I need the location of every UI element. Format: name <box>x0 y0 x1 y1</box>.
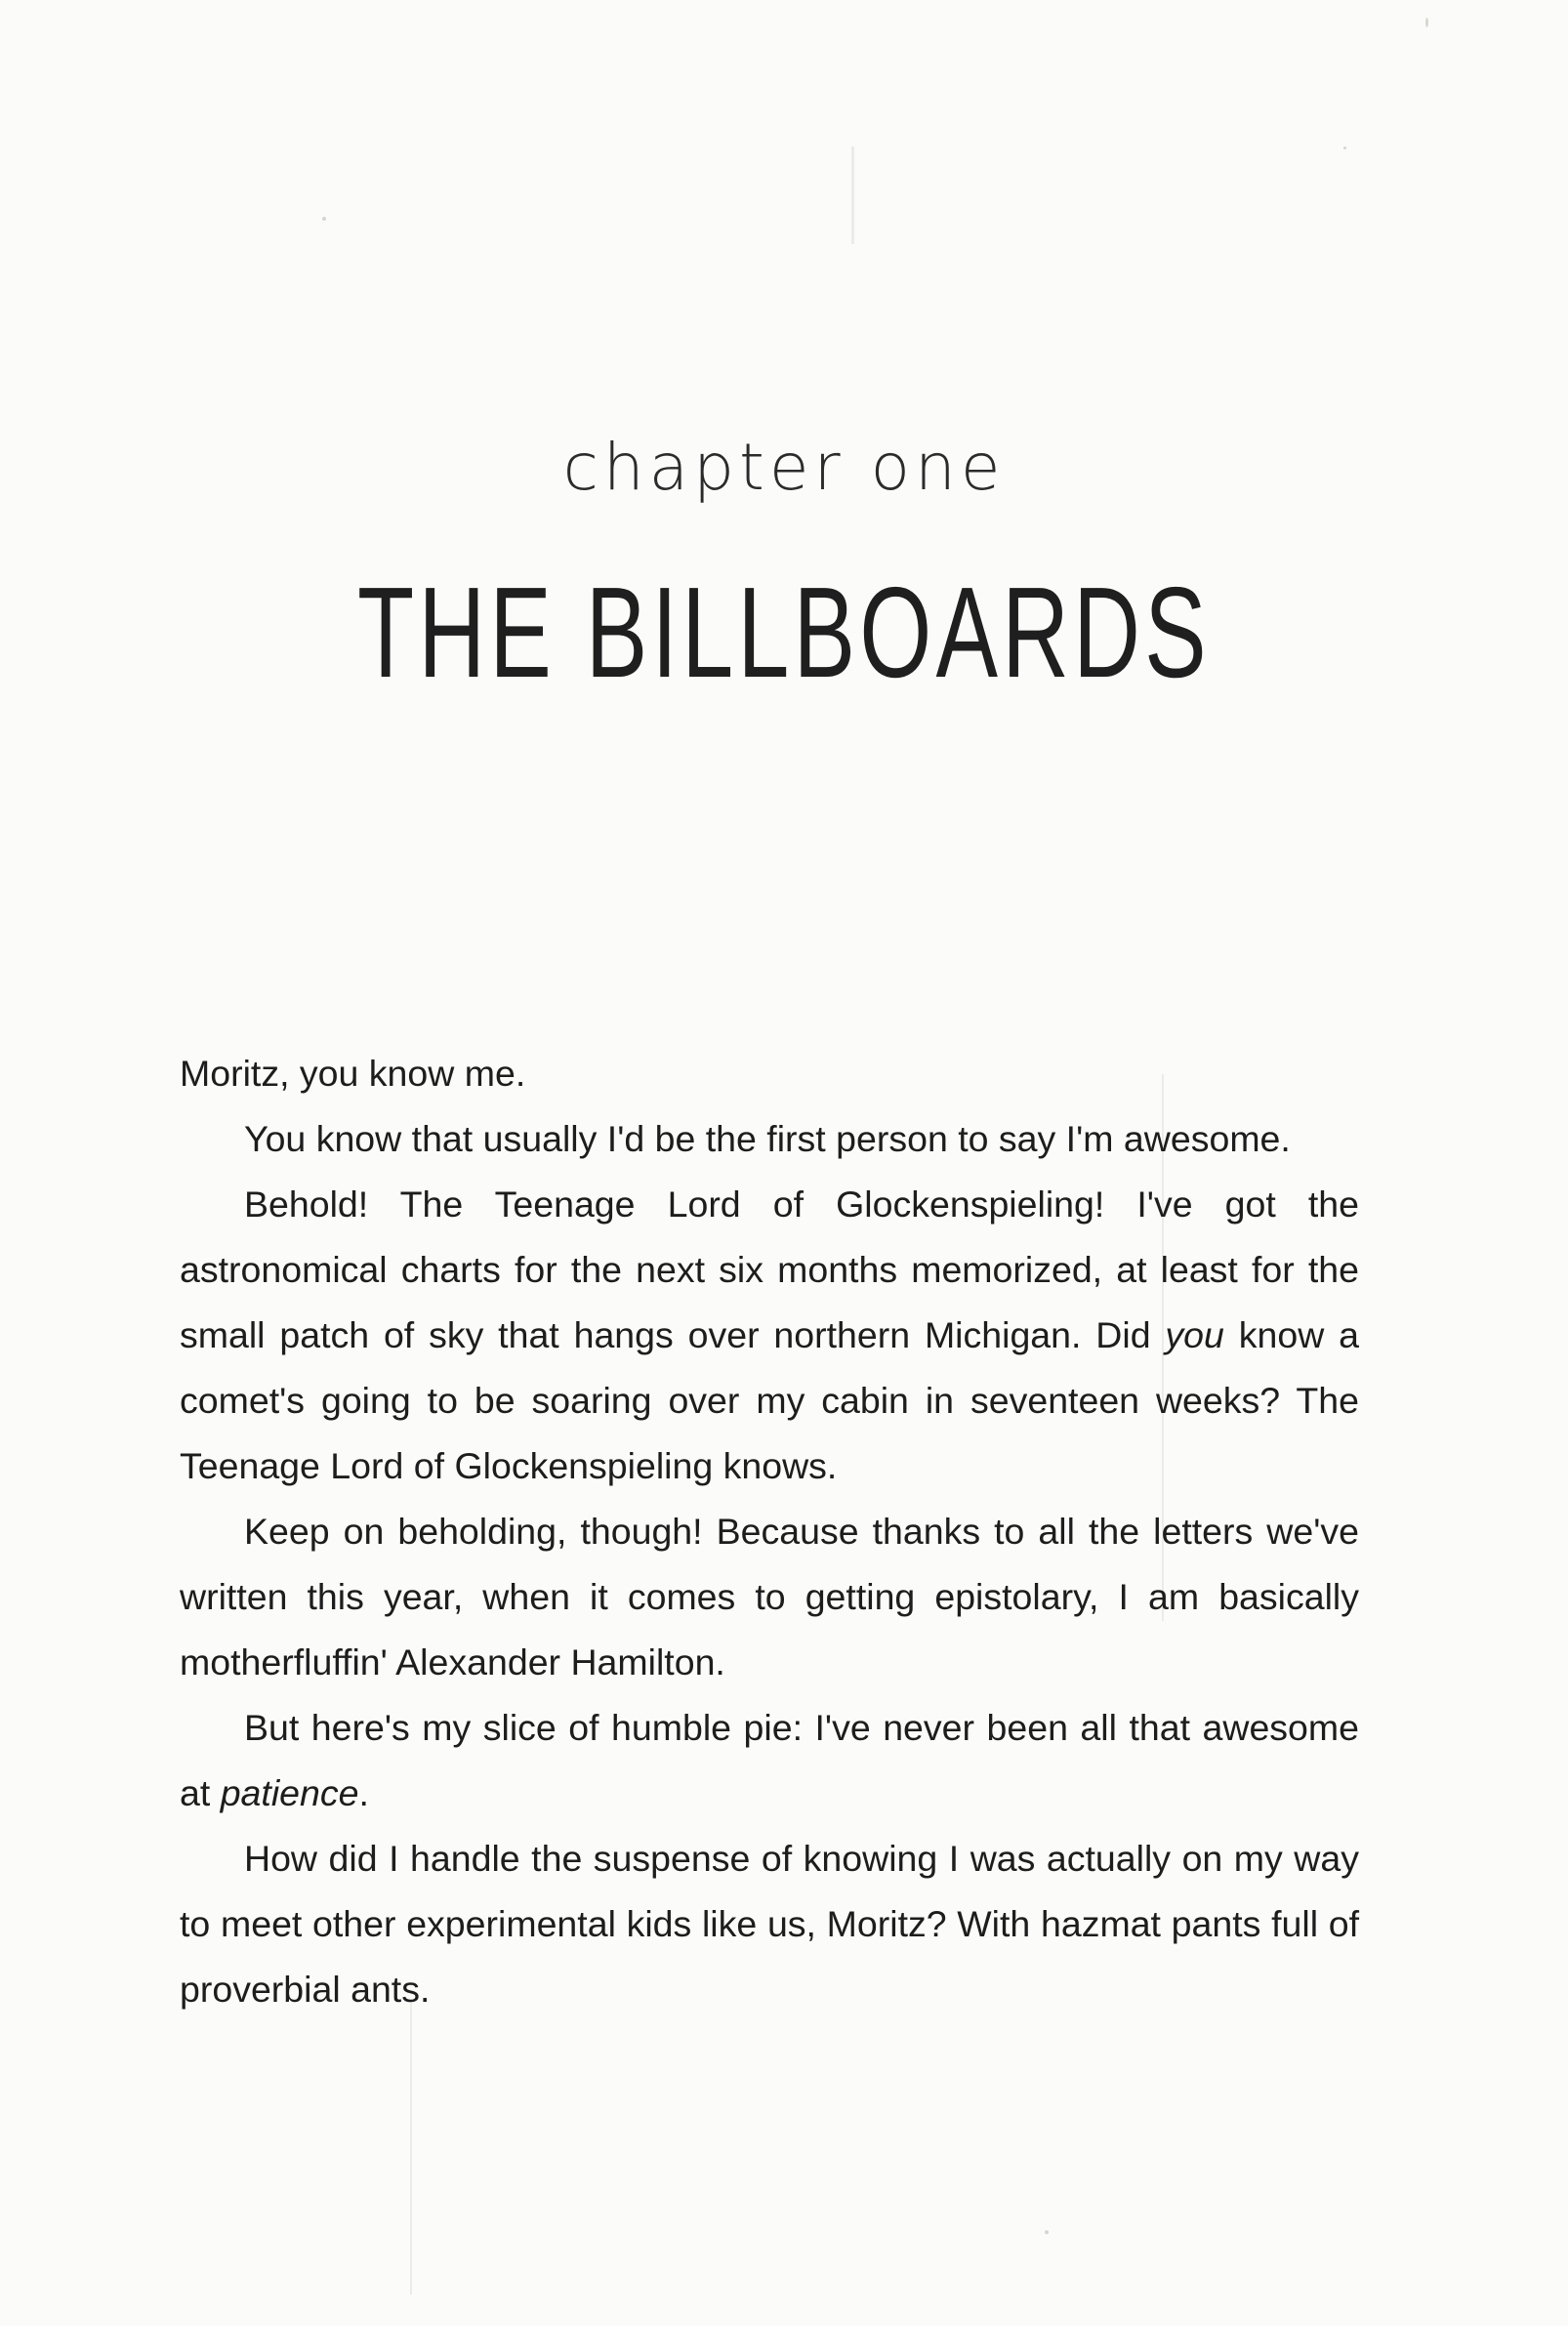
emphasis: you <box>1165 1314 1224 1355</box>
paragraph: How did I handle the suspense of knowing I was actually on my way to meet other experimental kids like us, Moritz? With hazmat pants full of proverbial ants. <box>180 1838 1359 2010</box>
chapter-title: THE BILLBOARDS <box>357 561 1211 704</box>
scan-speck <box>1425 18 1428 27</box>
chapter-label: chapter one <box>562 430 1006 505</box>
scan-streak <box>410 2002 412 2295</box>
scan-streak <box>851 146 854 244</box>
paragraph <box>180 1695 1359 1826</box>
paragraph-text: Behold! The Teenage Lord of Glockenspieling! I've got the astronomical charts for the next six months memorized, at least for the small patch of sky that hangs over northern Michigan. Did <box>180 1184 1359 1355</box>
paragraph: You know that usually I'd be the first person to say I'm awesome. <box>244 1118 1291 1159</box>
paragraph-text: know a comet's going to be soaring over my cabin in seventeen weeks? The Teenage Lord of Glockenspieling knows. <box>180 1314 1359 1486</box>
scan-speck <box>1343 146 1346 149</box>
paragraph-text: But here's my slice of humble pie: I've never been all that awesome at <box>180 1707 1359 1813</box>
emphasis: patience <box>220 1772 359 1813</box>
body-text <box>180 1041 1359 2022</box>
paragraph: Keep on beholding, though! Because thanks to all the letters we've written this year, when it comes to getting epistolary, I am basically motherfluffin' Alexander Hamilton. <box>180 1511 1359 1682</box>
scan-speck <box>1045 2230 1049 2234</box>
paragraph <box>180 1172 1359 1499</box>
scan-speck <box>322 217 326 221</box>
paragraph: Moritz, you know me. <box>180 1053 526 1094</box>
paragraph-text: . <box>358 1772 369 1813</box>
